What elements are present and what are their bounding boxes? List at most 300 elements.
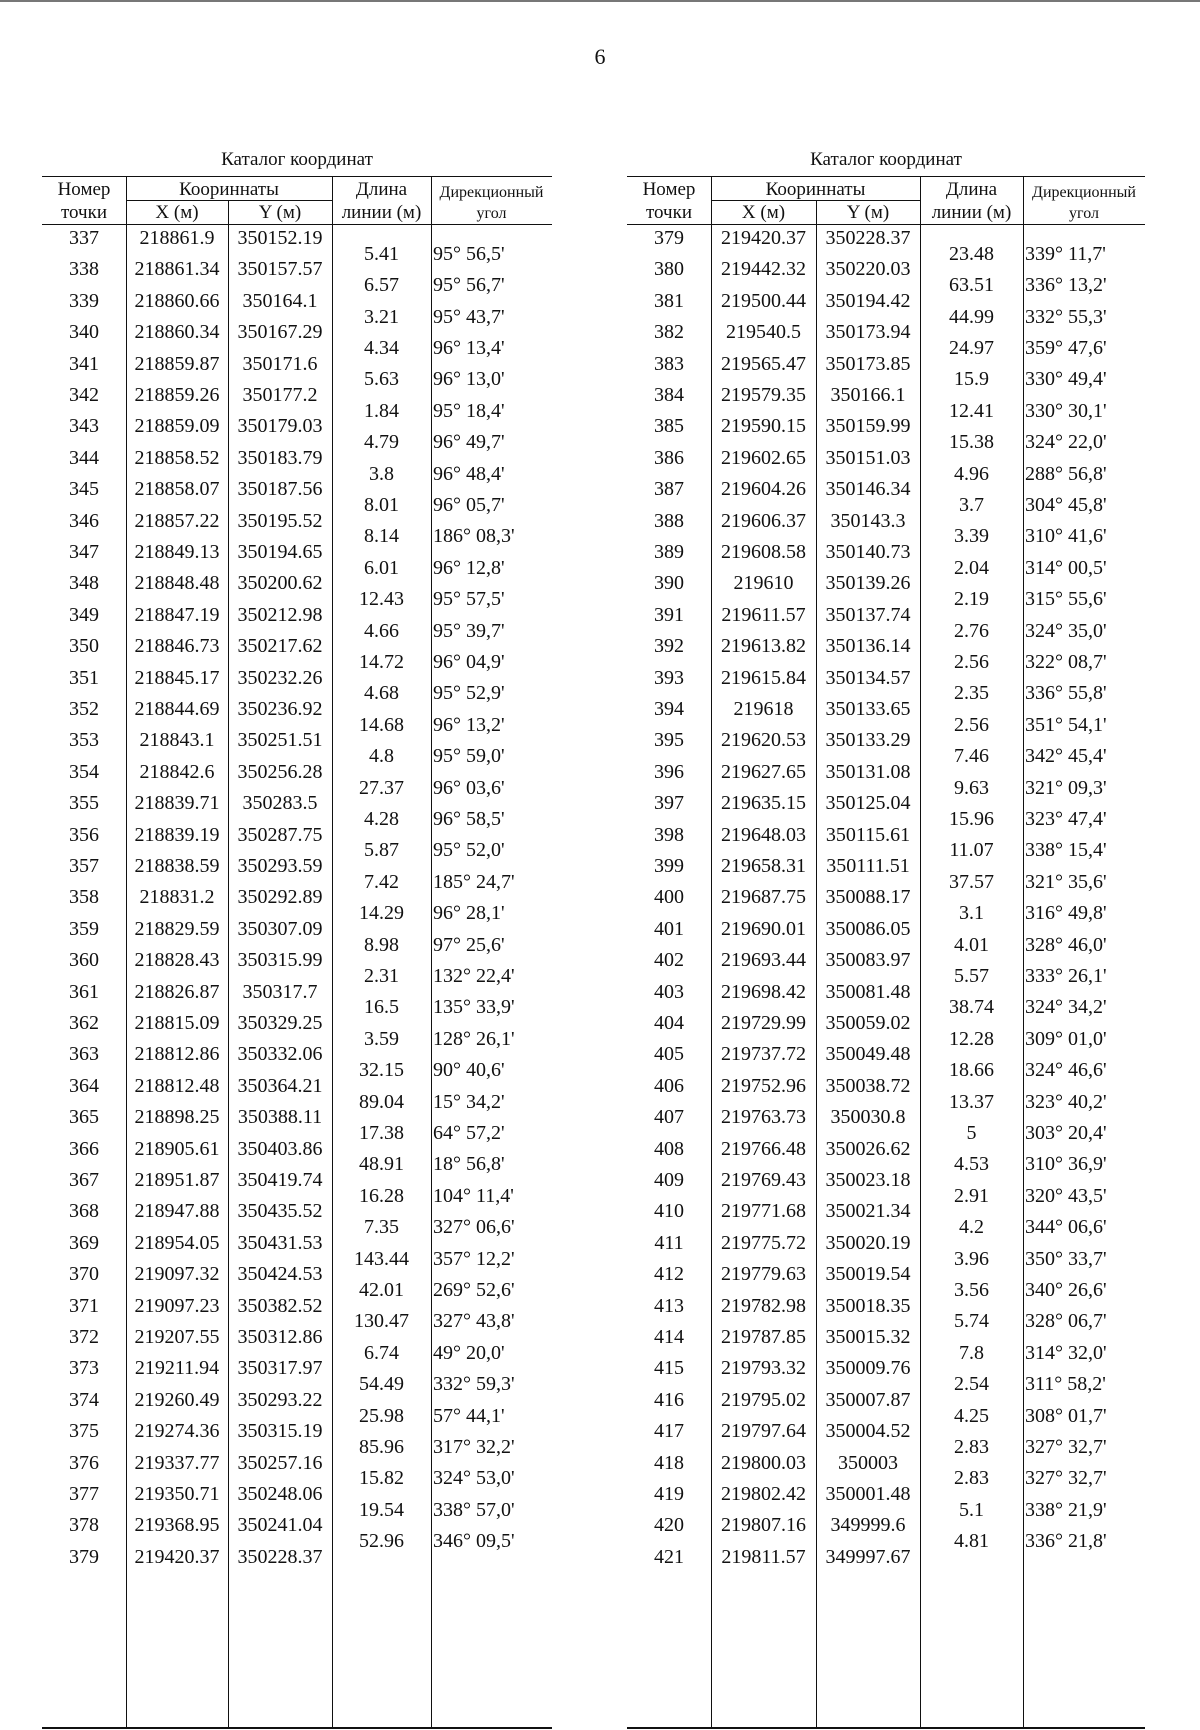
point-number: 357 <box>69 855 99 877</box>
directional-angle: 309° 01,0' <box>1025 1027 1107 1050</box>
line-length: 2.91 <box>954 1184 989 1207</box>
coord-y: 350317.7 <box>242 980 318 1003</box>
point-number: 395 <box>654 729 684 752</box>
coord-x: 218951.87 <box>134 1169 220 1191</box>
point-number: 371 <box>69 1294 99 1317</box>
coord-y: 350111.51 <box>826 855 910 877</box>
line-length: 9.63 <box>954 776 989 799</box>
coord-y: 350315.99 <box>237 949 323 972</box>
line-length: 38.74 <box>949 996 994 1019</box>
line-length: 3.39 <box>954 525 989 548</box>
point-number: 407 <box>654 1106 684 1129</box>
point-number: 376 <box>69 1451 99 1474</box>
line-length: 6.57 <box>364 274 399 297</box>
line-length: 8.98 <box>364 933 399 956</box>
directional-angle: 321° 35,6' <box>1025 870 1107 893</box>
line-length: 3.56 <box>954 1278 989 1301</box>
line-length: 5.63 <box>364 368 399 391</box>
directional-angle: 328° 46,0' <box>1025 933 1107 956</box>
header-x: X (м) <box>741 202 786 223</box>
table-body <box>42 223 552 1727</box>
directional-angle: 320° 43,5' <box>1025 1184 1107 1207</box>
coord-y: 350329.25 <box>237 1012 323 1034</box>
header-angle: Дирекционный <box>1032 184 1136 201</box>
coord-x: 218844.69 <box>134 698 220 720</box>
line-length: 7.42 <box>364 870 399 893</box>
coord-y: 350292.89 <box>237 886 323 909</box>
directional-angle: 324° 22,0' <box>1025 431 1107 454</box>
directional-angle: 327° 32,7' <box>1025 1467 1107 1490</box>
coord-x: 218839.71 <box>134 792 220 815</box>
coord-x: 219097.32 <box>134 1263 220 1286</box>
point-number: 402 <box>654 949 684 972</box>
coord-y: 350364.21 <box>237 1074 323 1097</box>
coord-y: 350059.02 <box>825 1012 911 1034</box>
directional-angle: 95° 39,7' <box>433 619 505 642</box>
coord-x: 219565.47 <box>721 352 806 375</box>
directional-angle: 97° 25,6' <box>433 933 505 956</box>
coord-y: 350026.62 <box>825 1137 911 1160</box>
point-number: 388 <box>654 509 684 532</box>
point-number: 353 <box>69 729 99 752</box>
point-number: 369 <box>69 1231 99 1254</box>
coord-y: 350332.06 <box>237 1043 323 1066</box>
directional-angle: 57° 44,1' <box>433 1404 505 1427</box>
line-length: 32.15 <box>359 1059 404 1082</box>
coord-x: 219602.65 <box>721 446 806 469</box>
line-length: 4.79 <box>364 431 399 454</box>
line-length: 48.91 <box>359 1153 404 1176</box>
directional-angle: 323° 47,4' <box>1025 807 1107 830</box>
coord-x: 218859.87 <box>134 352 220 375</box>
coord-y: 350004.52 <box>825 1420 911 1443</box>
coord-x: 218843.1 <box>139 729 215 752</box>
directional-angle: 317° 32,2' <box>433 1435 515 1458</box>
coord-x: 218812.86 <box>134 1043 220 1066</box>
coord-y: 349999.6 <box>830 1514 906 1537</box>
coord-y: 350248.06 <box>237 1483 323 1505</box>
point-number: 370 <box>69 1263 99 1286</box>
point-number: 417 <box>654 1420 684 1443</box>
coord-y: 350388.11 <box>237 1106 323 1129</box>
coord-y: 350257.16 <box>237 1451 323 1474</box>
line-length: 4.66 <box>364 619 399 642</box>
coord-x: 218815.09 <box>134 1012 220 1034</box>
coord-y: 350167.29 <box>237 321 323 344</box>
coord-x: 218858.07 <box>134 478 220 501</box>
coord-y: 350030.8 <box>830 1106 906 1129</box>
directional-angle: 128° 26,1' <box>433 1027 515 1050</box>
coord-y: 350200.62 <box>237 572 323 595</box>
coord-x: 219766.48 <box>721 1137 806 1160</box>
directional-angle: 96° 13,2' <box>433 713 505 736</box>
coord-x: 218861.9 <box>139 227 215 249</box>
directional-angle: 269° 52,6' <box>433 1278 515 1301</box>
coord-x: 219693.44 <box>721 949 806 972</box>
coord-y: 350173.94 <box>825 321 911 344</box>
directional-angle: 315° 55,6' <box>1025 588 1107 611</box>
coord-x: 219207.55 <box>134 1326 220 1348</box>
coord-y: 350088.17 <box>825 886 911 909</box>
coord-y: 350194.42 <box>825 289 911 312</box>
coords-underline <box>126 200 332 201</box>
coord-x: 218826.87 <box>134 980 220 1003</box>
line-length: 2.54 <box>954 1373 989 1396</box>
directional-angle: 303° 20,4' <box>1025 1121 1107 1144</box>
coord-y: 350133.65 <box>825 698 911 720</box>
point-number: 377 <box>69 1483 99 1505</box>
header-angle-2: угол <box>476 205 507 222</box>
directional-angle: 104° 11,4' <box>433 1184 514 1207</box>
coord-x: 218860.66 <box>134 289 220 312</box>
coord-y: 350171.6 <box>242 352 318 375</box>
coord-x: 219779.63 <box>721 1263 806 1286</box>
coord-y: 350173.85 <box>825 352 911 375</box>
point-number: 412 <box>654 1263 684 1286</box>
coord-y: 350431.53 <box>237 1231 323 1254</box>
directional-angle: 338° 15,4' <box>1025 839 1107 862</box>
coord-y: 350317.97 <box>237 1357 323 1380</box>
coord-x: 219729.99 <box>721 1012 806 1034</box>
line-length: 2.19 <box>954 588 989 611</box>
coord-y: 350081.48 <box>825 980 911 1003</box>
coord-y: 350307.09 <box>237 917 323 940</box>
coord-x: 219500.44 <box>721 289 806 312</box>
coord-x: 218859.09 <box>134 415 220 438</box>
point-number: 380 <box>654 258 684 281</box>
line-length: 1.84 <box>364 399 399 422</box>
coord-y: 350146.34 <box>825 478 911 501</box>
line-length: 85.96 <box>359 1435 404 1458</box>
directional-angle: 327° 43,8' <box>433 1310 515 1333</box>
line-length: 15.96 <box>949 807 994 830</box>
coord-y: 350159.99 <box>825 415 911 438</box>
coord-x: 218828.43 <box>134 949 220 972</box>
coord-y: 350287.75 <box>237 823 323 846</box>
coord-y: 350115.61 <box>825 823 911 846</box>
coord-y: 350131.08 <box>825 760 911 783</box>
header-length-2: линии (м) <box>931 202 1012 223</box>
table-bottom-rule <box>42 1727 552 1729</box>
coord-y: 350232.26 <box>237 666 323 689</box>
line-length: 13.37 <box>949 1090 994 1113</box>
line-length: 23.48 <box>949 242 994 265</box>
point-number: 340 <box>69 321 99 344</box>
directional-angle: 340° 26,6' <box>1025 1278 1107 1301</box>
coord-y: 350283.5 <box>242 792 318 815</box>
coord-y: 350083.97 <box>825 949 911 972</box>
coord-x: 218846.73 <box>134 635 220 658</box>
coord-y: 350194.65 <box>237 541 323 563</box>
coord-y: 350136.14 <box>825 635 911 658</box>
line-length: 4.01 <box>954 933 989 956</box>
coord-x: 218838.59 <box>134 855 220 877</box>
line-length: 6.01 <box>364 556 399 579</box>
directional-angle: 185° 24,7' <box>433 870 515 893</box>
directional-angle: 308° 01,7' <box>1025 1404 1107 1427</box>
line-length: 3.1 <box>959 902 984 925</box>
directional-angle: 96° 03,6' <box>433 776 505 799</box>
directional-angle: 342° 45,4' <box>1025 745 1107 768</box>
line-length: 14.29 <box>359 902 404 925</box>
coord-y: 350179.03 <box>237 415 323 438</box>
point-number: 349 <box>69 603 99 626</box>
coord-x: 218829.59 <box>134 917 220 940</box>
point-number: 338 <box>69 258 99 281</box>
point-number: 356 <box>69 823 99 846</box>
coord-y: 350241.04 <box>237 1514 323 1537</box>
directional-angle: 330° 30,1' <box>1025 399 1107 422</box>
point-number: 347 <box>69 541 99 563</box>
coord-x: 219658.31 <box>721 855 806 877</box>
directional-angle: 327° 32,7' <box>1025 1435 1107 1458</box>
point-number: 404 <box>654 1012 684 1034</box>
point-number: 420 <box>654 1514 684 1537</box>
coord-y: 350217.62 <box>237 635 323 658</box>
coords-underline <box>711 200 920 201</box>
coord-x: 219606.37 <box>721 509 806 532</box>
catalog-table-right <box>627 150 1145 1730</box>
catalog-title: Каталог координат <box>221 149 373 170</box>
coord-x: 218857.22 <box>134 509 220 532</box>
coord-y: 350143.3 <box>830 509 906 532</box>
line-length: 5.1 <box>959 1498 984 1521</box>
coord-x: 219627.65 <box>721 760 806 783</box>
directional-angle: 344° 06,6' <box>1025 1216 1107 1239</box>
point-number: 385 <box>654 415 684 438</box>
coord-x: 219771.68 <box>721 1200 806 1223</box>
directional-angle: 346° 09,5' <box>433 1530 515 1553</box>
directional-angle: 186° 08,3' <box>433 525 515 548</box>
point-number: 381 <box>654 289 684 312</box>
coord-x: 218905.61 <box>134 1137 220 1160</box>
coord-y: 350164.1 <box>242 289 318 312</box>
table-header <box>42 176 552 225</box>
coord-x: 219618 <box>733 698 794 720</box>
coord-x: 219613.82 <box>721 635 806 658</box>
point-number: 363 <box>69 1043 99 1066</box>
line-length: 54.49 <box>359 1373 404 1396</box>
coord-y: 350020.19 <box>825 1231 911 1254</box>
line-length: 2.76 <box>954 619 989 642</box>
coord-y: 350435.52 <box>237 1200 323 1223</box>
point-number: 393 <box>654 666 684 689</box>
coord-y: 350187.56 <box>237 478 323 501</box>
directional-angle: 336° 55,8' <box>1025 682 1107 705</box>
directional-angle: 332° 55,3' <box>1025 305 1107 328</box>
coord-x: 218858.52 <box>134 446 220 469</box>
header-coordinates: Коориннаты <box>179 179 279 200</box>
coord-x: 219620.53 <box>721 729 806 752</box>
directional-angle: 96° 49,7' <box>433 431 505 454</box>
coord-y: 350228.37 <box>825 227 911 249</box>
coord-x: 218845.17 <box>134 666 220 689</box>
directional-angle: 96° 48,4' <box>433 462 505 485</box>
coord-y: 350021.34 <box>825 1200 911 1223</box>
point-number: 416 <box>654 1388 684 1411</box>
coord-x: 219800.03 <box>721 1451 806 1474</box>
coord-x: 219368.95 <box>134 1514 220 1537</box>
line-length: 16.5 <box>364 996 399 1019</box>
directional-angle: 95° 43,7' <box>433 305 505 328</box>
point-number: 389 <box>654 541 684 563</box>
line-length: 25.98 <box>359 1404 404 1427</box>
directional-angle: 321° 09,3' <box>1025 776 1107 799</box>
coord-x: 219274.36 <box>134 1420 220 1443</box>
coord-x: 219769.43 <box>721 1169 806 1191</box>
header-point-no: Номер <box>57 179 111 200</box>
line-length: 143.44 <box>354 1247 409 1270</box>
line-length: 4.96 <box>954 462 989 485</box>
directional-angle: 328° 06,7' <box>1025 1310 1107 1333</box>
point-number: 358 <box>69 886 99 909</box>
header-point-no-2: точки <box>60 202 107 223</box>
directional-angle: 357° 12,2' <box>433 1247 515 1270</box>
coord-y: 350228.37 <box>237 1545 323 1568</box>
coord-y: 350419.74 <box>237 1169 323 1191</box>
coord-y: 350315.19 <box>237 1420 323 1443</box>
line-length: 7.46 <box>954 745 989 768</box>
line-length: 37.57 <box>949 870 994 893</box>
directional-angle: 95° 56,7' <box>433 274 505 297</box>
coord-x: 218861.34 <box>134 258 220 281</box>
coord-x: 219775.72 <box>721 1231 806 1254</box>
coord-x: 219590.15 <box>721 415 806 438</box>
line-length: 3.21 <box>364 305 399 328</box>
coord-y: 350293.59 <box>237 855 323 877</box>
coord-x: 219610 <box>733 572 794 595</box>
line-length: 3.59 <box>364 1027 399 1050</box>
point-number: 378 <box>69 1514 99 1537</box>
line-length: 7.8 <box>959 1341 984 1364</box>
catalog-title: Каталог координат <box>810 149 962 170</box>
point-number: 355 <box>69 792 99 815</box>
point-number: 354 <box>69 760 99 783</box>
coord-x: 218842.6 <box>139 760 215 783</box>
header-length: Длина <box>355 179 408 200</box>
point-number: 409 <box>654 1169 684 1191</box>
directional-angle: 132° 22,4' <box>433 964 515 987</box>
point-number: 392 <box>654 635 684 658</box>
point-number: 366 <box>69 1137 99 1160</box>
coord-y: 350003 <box>838 1451 898 1474</box>
line-length: 17.38 <box>359 1121 404 1144</box>
coord-x: 218849.13 <box>134 541 220 563</box>
directional-angle: 64° 57,2' <box>433 1121 505 1144</box>
point-number: 391 <box>654 603 684 626</box>
directional-angle: 333° 26,1' <box>1025 964 1107 987</box>
coord-y: 350007.87 <box>825 1388 911 1411</box>
directional-angle: 324° 46,6' <box>1025 1059 1107 1082</box>
directional-angle: 96° 04,9' <box>433 650 505 673</box>
point-number: 374 <box>69 1388 99 1411</box>
coord-x: 219350.71 <box>134 1483 220 1505</box>
header-length-2: линии (м) <box>341 202 422 223</box>
coord-x: 219611.57 <box>721 603 806 626</box>
line-length: 3.8 <box>369 462 394 485</box>
coord-y: 350183.79 <box>237 446 323 469</box>
directional-angle: 95° 56,5' <box>433 242 505 265</box>
header-coordinates: Коориннаты <box>765 179 866 200</box>
directional-angle: 95° 18,4' <box>433 399 505 422</box>
line-length: 4.81 <box>954 1530 989 1553</box>
line-length: 5 <box>966 1121 977 1144</box>
line-length: 27.37 <box>359 776 404 799</box>
line-length: 3.7 <box>959 493 984 516</box>
directional-angle: 95° 59,0' <box>433 745 505 768</box>
directional-angle: 350° 33,7' <box>1025 1247 1107 1270</box>
header-angle-2: угол <box>1069 205 1099 222</box>
coord-x: 219752.96 <box>721 1074 806 1097</box>
point-number: 364 <box>69 1074 99 1097</box>
directional-angle: 96° 58,5' <box>433 807 505 830</box>
point-number: 411 <box>654 1231 684 1254</box>
line-length: 7.35 <box>364 1216 399 1239</box>
point-number: 365 <box>69 1106 99 1129</box>
point-number: 379 <box>69 1545 99 1568</box>
coord-y: 350251.51 <box>237 729 323 752</box>
point-number: 408 <box>654 1137 684 1160</box>
coord-y: 350133.29 <box>825 729 911 752</box>
point-number: 351 <box>69 666 99 689</box>
line-length: 4.2 <box>959 1216 984 1239</box>
directional-angle: 330° 49,4' <box>1025 368 1107 391</box>
coord-x: 218898.25 <box>134 1106 220 1129</box>
coord-x: 219260.49 <box>134 1388 220 1411</box>
coord-y: 350177.2 <box>242 384 318 406</box>
line-length: 15.82 <box>359 1467 404 1490</box>
coord-y: 350256.28 <box>237 760 323 783</box>
directional-angle: 314° 00,5' <box>1025 556 1107 579</box>
line-length: 130.47 <box>354 1310 409 1333</box>
directional-angle: 90° 40,6' <box>433 1059 505 1082</box>
directional-angle: 324° 34,2' <box>1025 996 1107 1019</box>
header-angle: Дирекционный <box>439 184 544 201</box>
coord-y: 350212.98 <box>237 603 323 626</box>
coord-y: 350049.48 <box>825 1043 911 1066</box>
line-length: 2.56 <box>954 713 989 736</box>
point-number: 403 <box>654 980 684 1003</box>
point-number: 398 <box>654 823 684 846</box>
coord-y: 350152.19 <box>237 227 323 249</box>
point-number: 396 <box>654 760 684 783</box>
coord-y: 350019.54 <box>825 1263 911 1286</box>
directional-angle: 135° 33,9' <box>433 996 515 1019</box>
point-number: 401 <box>654 917 684 940</box>
line-length: 4.68 <box>364 682 399 705</box>
coord-y: 350023.18 <box>825 1169 911 1191</box>
coord-x: 219763.73 <box>721 1106 806 1129</box>
point-number: 397 <box>654 792 684 815</box>
point-number: 368 <box>69 1200 99 1223</box>
point-number: 414 <box>654 1326 684 1348</box>
coord-x: 218839.19 <box>134 823 220 846</box>
line-length: 5.87 <box>364 839 399 862</box>
line-length: 2.56 <box>954 650 989 673</box>
coord-x: 219687.75 <box>721 886 806 909</box>
coord-x: 219797.64 <box>721 1420 806 1443</box>
line-length: 15.9 <box>954 368 989 391</box>
point-number: 346 <box>69 509 99 532</box>
line-length: 4.8 <box>369 745 394 768</box>
coord-y: 350424.53 <box>237 1263 323 1286</box>
coord-y: 350312.86 <box>237 1326 323 1348</box>
coord-y: 350134.57 <box>825 666 911 689</box>
coord-x: 219608.58 <box>721 541 806 563</box>
coord-x: 219698.42 <box>721 980 806 1003</box>
line-length: 5.57 <box>954 964 989 987</box>
point-number: 372 <box>69 1326 99 1348</box>
